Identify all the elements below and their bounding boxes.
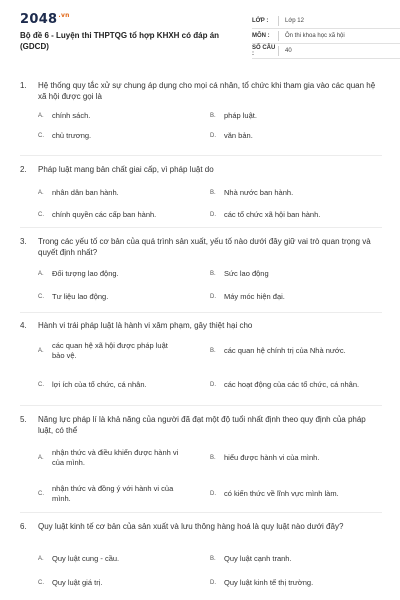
- answer-options: [38, 547, 382, 595]
- question-text: Trong các yếu tố cơ bản của quá trình sản xuất, yếu tố nào dưới đây giữ vai trò quan trọng và quyết định nhất?: [38, 237, 371, 257]
- question-6: [20, 513, 382, 597]
- option-text: các tổ chức xã hội ban hành.: [224, 210, 321, 219]
- question-4: [20, 313, 382, 406]
- option-letter: B.: [210, 348, 216, 354]
- exam-header: [20, 12, 380, 64]
- question-number: 1.: [20, 81, 27, 90]
- meta-label: LỚP :: [252, 18, 269, 24]
- question-text: Hệ thống quy tắc xử sự chung áp dụng cho mọi cá nhân, tổ chức khi tham gia vào các quan hệ xã hội được gọi là: [38, 81, 376, 101]
- option-letter: B.: [210, 270, 216, 277]
- option-c[interactable]: [38, 204, 210, 226]
- answer-options: [38, 334, 382, 402]
- option-letter: C.: [38, 133, 44, 139]
- option-letter: C.: [38, 293, 44, 300]
- option-b[interactable]: [210, 106, 382, 126]
- question-text: Quy luật kinh tế cơ bản của sản xuất và lưu thông hàng hoá là quy luật nào dưới đây?: [38, 522, 344, 531]
- answer-options: [38, 440, 382, 512]
- option-text: Tư liệu lao động.: [52, 291, 109, 301]
- option-a[interactable]: [38, 334, 210, 368]
- option-text: lợi ích của tổ chức, cá nhân.: [52, 380, 147, 389]
- option-letter: A.: [38, 190, 44, 196]
- option-letter: D.: [210, 491, 216, 497]
- question-number: 5.: [20, 415, 27, 424]
- logo-suffix: .vn: [58, 12, 70, 19]
- option-text: các quan hệ chính trị của Nhà nước.: [224, 346, 346, 355]
- option-text: chính sách.: [52, 111, 91, 120]
- meta-divider: [278, 16, 279, 26]
- question-number: 2.: [20, 165, 27, 174]
- answer-options: [38, 106, 382, 146]
- option-a[interactable]: [38, 182, 210, 204]
- logo-text: 2048: [20, 12, 58, 27]
- exam-title: Bộ đề 6 - Luyện thi THPTQG tổ hợp KHXH có đáp án (GDCD): [20, 31, 220, 51]
- option-text: nhận thức và đồng ý với hành vi của mình.: [52, 484, 174, 503]
- option-text: chính quyền các cấp ban hành.: [52, 210, 157, 219]
- question-number: 3.: [20, 237, 27, 246]
- exam-meta: [252, 14, 400, 59]
- question-stem: [20, 406, 382, 440]
- question-list: [20, 76, 382, 597]
- option-letter: C.: [38, 491, 44, 497]
- question-number: 6.: [20, 522, 27, 531]
- option-text: nhân dân ban hành.: [52, 188, 119, 197]
- option-a[interactable]: [38, 106, 210, 126]
- meta-divider: [278, 31, 279, 41]
- meta-row-class: [252, 14, 400, 29]
- meta-row-subject: [252, 29, 400, 44]
- answer-options: [38, 262, 382, 308]
- site-logo[interactable]: [20, 12, 70, 27]
- option-text: Quy luật kinh tế thị trường.: [224, 578, 314, 587]
- option-c[interactable]: [38, 285, 210, 308]
- option-text: hiểu được hành vi của mình.: [224, 453, 320, 462]
- meta-value: 40: [285, 48, 292, 54]
- option-letter: B.: [210, 455, 216, 461]
- option-letter: A.: [38, 348, 44, 354]
- option-d[interactable]: [210, 476, 382, 512]
- question-text: Năng lực pháp lí là khả năng của người đã đạt một độ tuổi nhất định theo quy định của pháp luật, có thể: [38, 415, 366, 435]
- option-letter: A.: [38, 556, 44, 562]
- question-stem: [20, 76, 382, 106]
- option-d[interactable]: [210, 126, 382, 146]
- option-letter: C.: [38, 212, 44, 218]
- option-letter: A.: [38, 270, 44, 277]
- option-d[interactable]: [210, 204, 382, 226]
- option-text: Quy luật cung - cầu.: [52, 554, 120, 563]
- option-c[interactable]: [38, 126, 210, 146]
- option-letter: A.: [38, 113, 44, 119]
- option-letter: B.: [210, 556, 216, 562]
- question-text: Hành vi trái pháp luật là hành vi xâm phạm, gây thiệt hại cho: [38, 321, 253, 330]
- option-b[interactable]: [210, 262, 382, 285]
- option-b[interactable]: [210, 182, 382, 204]
- option-letter: D.: [210, 133, 216, 139]
- option-letter: B.: [210, 190, 216, 196]
- option-c[interactable]: [38, 571, 210, 595]
- question-stem: [20, 228, 382, 262]
- option-d[interactable]: [210, 571, 382, 595]
- option-b[interactable]: [210, 547, 382, 571]
- option-b[interactable]: [210, 334, 382, 368]
- question-stem: [20, 513, 382, 547]
- option-c[interactable]: [38, 476, 210, 512]
- answer-options: [38, 182, 382, 226]
- option-letter: C.: [38, 382, 44, 388]
- question-2: [20, 156, 382, 228]
- option-letter: D.: [210, 293, 216, 300]
- option-text: văn bản.: [224, 131, 253, 140]
- meta-label: MÔN :: [252, 33, 270, 39]
- option-text: nhận thức và điều khiển được hành vi của mình.: [52, 448, 179, 467]
- option-text: các quan hệ xã hội được pháp luật bảo vệ.: [52, 341, 168, 360]
- question-stem: [20, 156, 382, 182]
- option-text: Nhà nước ban hành.: [224, 188, 294, 197]
- option-c[interactable]: [38, 368, 210, 402]
- option-letter: D.: [210, 382, 216, 388]
- meta-value: Ôn thi khoa học xã hội: [285, 33, 345, 39]
- option-letter: C.: [38, 580, 44, 586]
- option-b[interactable]: [210, 440, 382, 476]
- option-text: Máy móc hiện đại.: [224, 291, 285, 301]
- question-1: [20, 76, 382, 156]
- option-text: pháp luật.: [224, 111, 257, 120]
- option-a[interactable]: [38, 440, 210, 476]
- option-a[interactable]: [38, 262, 210, 285]
- question-3: [20, 228, 382, 313]
- option-letter: B.: [210, 113, 216, 119]
- option-letter: D.: [210, 212, 216, 218]
- option-text: Sức lao động: [224, 268, 269, 278]
- meta-row-count: [252, 44, 400, 59]
- question-number: 4.: [20, 321, 27, 330]
- meta-divider: [278, 46, 279, 56]
- option-text: chủ trương.: [52, 131, 92, 140]
- question-5: [20, 406, 382, 513]
- question-text: Pháp luật mang bản chất giai cấp, vì pháp luật do: [38, 165, 214, 174]
- meta-value: Lớp 12: [285, 18, 304, 24]
- option-text: có kiến thức về lĩnh vực mình làm.: [224, 489, 339, 498]
- meta-label: SỐ CÂU :: [252, 45, 276, 57]
- option-letter: D.: [210, 580, 216, 586]
- option-a[interactable]: [38, 547, 210, 571]
- option-letter: A.: [38, 455, 44, 461]
- question-stem: [20, 313, 382, 334]
- option-text: Quy luật giá trị.: [52, 578, 103, 587]
- option-text: các hoạt động của các tổ chức, cá nhân.: [224, 380, 360, 389]
- option-d[interactable]: [210, 285, 382, 308]
- option-text: Đối tượng lao động.: [52, 268, 119, 278]
- option-d[interactable]: [210, 368, 382, 402]
- option-text: Quy luật cạnh tranh.: [224, 554, 292, 563]
